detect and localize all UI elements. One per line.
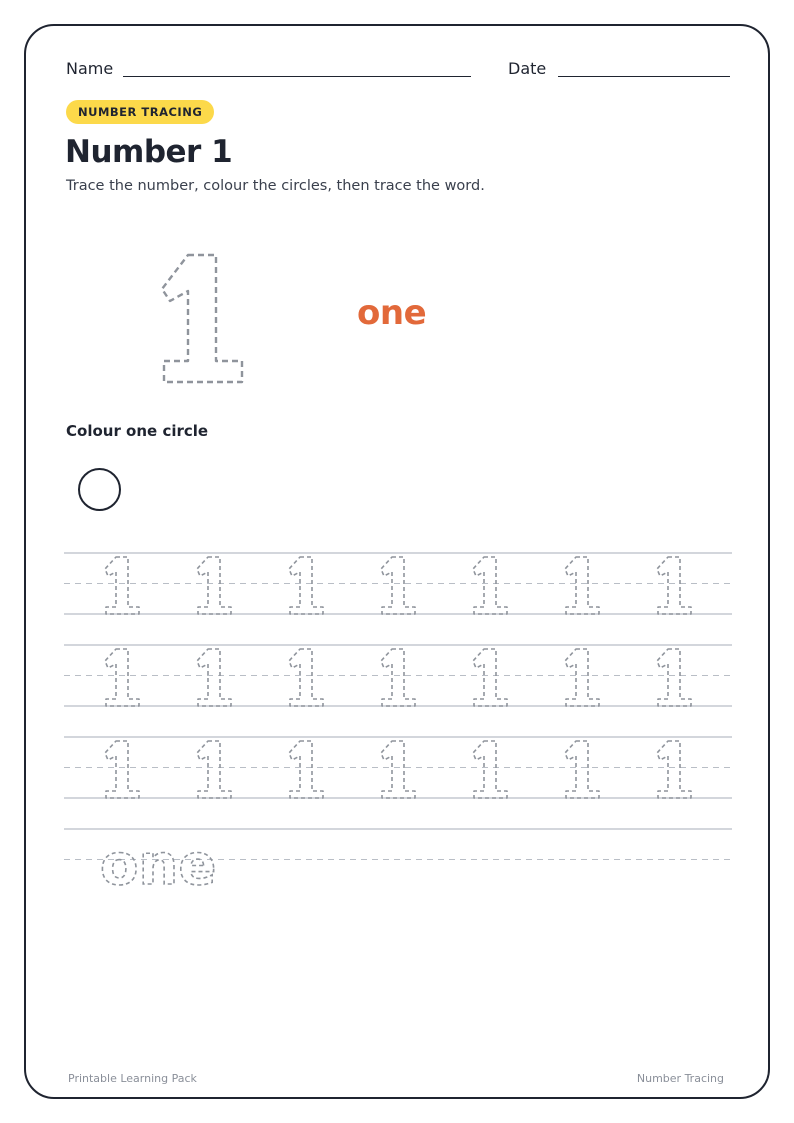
trace-digit-outline: [565, 557, 599, 614]
name-label: Name: [66, 59, 114, 78]
trace-digit[interactable]: [197, 649, 231, 706]
trace-digit-outline: [105, 741, 139, 798]
trace-digit[interactable]: [289, 741, 323, 798]
big-trace-digit-one[interactable]: [156, 251, 246, 386]
trace-digit[interactable]: [473, 557, 507, 614]
trace-digit-outline: [381, 741, 415, 798]
trace-digit-outline: [105, 557, 139, 614]
trace-digit[interactable]: [105, 557, 139, 614]
trace-digit[interactable]: [473, 741, 507, 798]
trace-digit[interactable]: [657, 741, 691, 798]
trace-digit-outline: [289, 649, 323, 706]
trace-digit-outline: [565, 649, 599, 706]
trace-digit[interactable]: [565, 649, 599, 706]
trace-digit-outline: [473, 741, 507, 798]
colour-section-label: Colour one circle: [66, 422, 209, 440]
trace-digits: [105, 557, 691, 798]
trace-digit-outline: [657, 649, 691, 706]
trace-digit-outline: [289, 557, 323, 614]
tracing-practice-area[interactable]: [64, 544, 732, 889]
trace-digit[interactable]: [289, 649, 323, 706]
trace-digit[interactable]: [105, 741, 139, 798]
trace-digit-outline: [473, 649, 507, 706]
trace-digit[interactable]: [381, 557, 415, 614]
category-badge: NUMBER TRACING: [66, 100, 214, 124]
trace-digit[interactable]: [197, 741, 231, 798]
footer-pack-name: Printable Learning Pack: [68, 1072, 197, 1085]
date-write-line[interactable]: [558, 76, 730, 77]
trace-digit[interactable]: [289, 557, 323, 614]
trace-digit[interactable]: [381, 649, 415, 706]
trace-digit-outline: [657, 557, 691, 614]
trace-digit[interactable]: [381, 741, 415, 798]
trace-digit-outline: [381, 649, 415, 706]
trace-digit-outline: [657, 741, 691, 798]
trace-digit-outline: [197, 649, 231, 706]
trace-word-text[interactable]: one: [100, 833, 217, 889]
trace-digit-outline: [105, 649, 139, 706]
trace-digit[interactable]: [657, 649, 691, 706]
trace-digit-outline: [197, 741, 231, 798]
trace-digit[interactable]: [105, 649, 139, 706]
name-write-line[interactable]: [123, 76, 471, 77]
instructions-text: Trace the number, colour the circles, then trace the word.: [66, 178, 485, 194]
trace-digit-outline: [565, 741, 599, 798]
worksheet-page: [24, 24, 770, 1099]
trace-digit[interactable]: [197, 557, 231, 614]
trace-digit-outline: [289, 741, 323, 798]
trace-digit[interactable]: [473, 649, 507, 706]
trace-digit[interactable]: [657, 557, 691, 614]
trace-digit[interactable]: [565, 741, 599, 798]
page-title: Number 1: [65, 134, 233, 170]
trace-digit-outline: [473, 557, 507, 614]
trace-digit-outline: [197, 557, 231, 614]
date-label: Date: [508, 59, 547, 78]
trace-digit-outline: [381, 557, 415, 614]
colour-circle[interactable]: [78, 468, 121, 511]
footer-section-name: Number Tracing: [636, 1072, 724, 1085]
trace-word-one[interactable]: [100, 833, 216, 889]
trace-digit[interactable]: [565, 557, 599, 614]
number-word: one: [357, 293, 427, 333]
